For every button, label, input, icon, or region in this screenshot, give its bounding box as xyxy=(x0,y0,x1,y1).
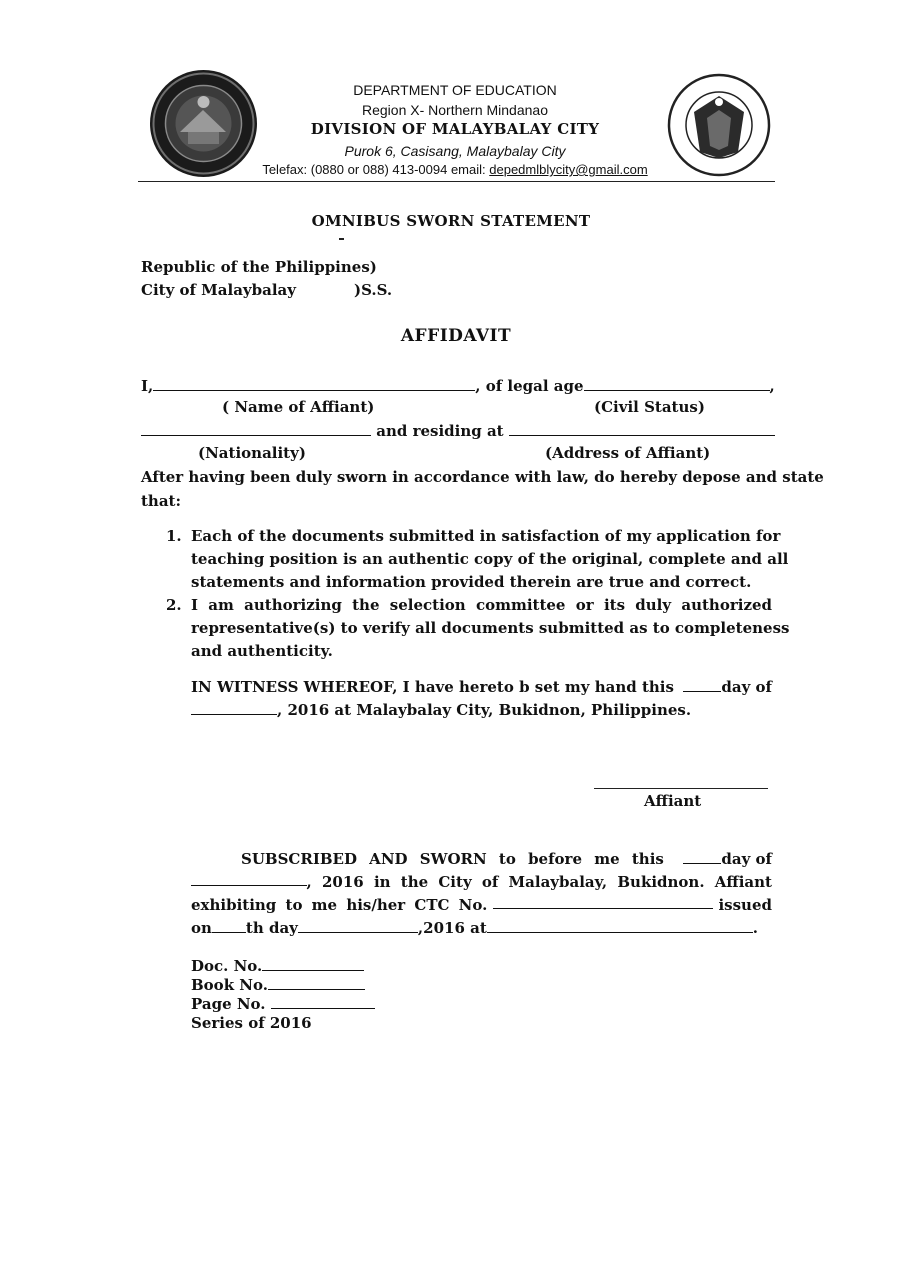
subscribed-day-of: day of xyxy=(721,850,772,868)
item-1-line-2: teaching position is an authentic copy of the original, complete and all xyxy=(191,550,789,568)
book-no-label: Book No. xyxy=(191,976,268,994)
year-at-text: ,2016 at xyxy=(417,919,487,937)
subscribed-month-field[interactable] xyxy=(191,871,307,886)
item-1-line-1: Each of the documents submitted in satisfaction of my application for xyxy=(191,527,781,545)
intro-legal-age: , of legal age xyxy=(475,377,584,395)
book-no-row xyxy=(191,975,365,995)
subscribed-line-4 xyxy=(191,917,758,940)
depose-line-2: that: xyxy=(141,492,182,510)
book-no-field[interactable] xyxy=(268,975,365,990)
subscribed-place: , 2016 in the City of Malaybalay, Bukidnon. Affiant xyxy=(306,873,772,891)
header-division: DIVISION OF MALAYBALAY CITY xyxy=(310,120,600,138)
nationality-label: (Nationality) xyxy=(198,444,306,462)
name-of-affiant-label: ( Name of Affiant) xyxy=(222,398,375,416)
header-dept: DEPARTMENT OF EDUCATION xyxy=(353,82,557,98)
document-title: OMNIBUS SWORN STATEMENT xyxy=(311,212,591,230)
issued-day-field[interactable] xyxy=(212,918,246,933)
subscribed-line-1 xyxy=(241,848,772,871)
intro-line-2 xyxy=(141,420,771,443)
witness-text: IN WITNESS WHEREOF, I have hereto b set my hand this xyxy=(191,678,674,696)
name-of-affiant-field[interactable] xyxy=(153,376,475,391)
affidavit-title: AFFIDAVIT xyxy=(400,326,512,346)
ctc-number-field[interactable] xyxy=(493,894,713,909)
witness-month-field[interactable] xyxy=(191,700,277,715)
subscribed-text: SUBSCRIBED AND SWORN to before me this xyxy=(241,850,664,868)
issued-place-field[interactable] xyxy=(487,918,753,933)
address-of-affiant-field[interactable] xyxy=(509,421,775,436)
header-divider xyxy=(138,181,775,182)
subscribed-day-field[interactable] xyxy=(683,849,721,864)
stray-mark xyxy=(339,238,344,240)
venue-city: City of Malaybalay xyxy=(141,281,296,299)
intro-residing: and residing at xyxy=(376,422,504,440)
item-2-line-3: and authenticity. xyxy=(191,642,333,660)
venue-ss: )S.S. xyxy=(354,281,393,299)
doc-no-row xyxy=(191,956,364,976)
doc-no-label: Doc. No. xyxy=(191,957,263,975)
intro-line-1 xyxy=(141,375,775,398)
page-no-row xyxy=(191,994,375,1014)
nationality-field[interactable] xyxy=(141,421,371,436)
period-text: . xyxy=(752,919,758,937)
item-1-line-3: statements and information provided therein are true and correct. xyxy=(191,573,752,591)
issued-month-field[interactable] xyxy=(298,918,418,933)
civil-status-label: (Civil Status) xyxy=(594,398,705,416)
series-label: Series of 2016 xyxy=(191,1014,312,1032)
header-telefax-line xyxy=(225,160,685,180)
witness-day-field[interactable] xyxy=(683,677,721,692)
header-email: depedmlblycity@gmail.com xyxy=(489,162,648,177)
witness-line-2 xyxy=(191,699,691,722)
witness-place: , 2016 at Malaybalay City, Bukidnon, Philippines. xyxy=(277,701,692,719)
issued-text: issued xyxy=(718,896,772,914)
witness-line-1 xyxy=(191,676,772,699)
header-address: Purok 6, Casisang, Malaybalay City xyxy=(344,143,566,159)
intro-i: I, xyxy=(141,377,154,395)
civil-status-field[interactable] xyxy=(584,376,770,391)
intro-comma: , xyxy=(769,377,775,395)
item-2-line-1: I am authorizing the selection committee or its duly authorized xyxy=(191,596,772,614)
ctc-text: exhibiting to me his/her CTC No. xyxy=(191,896,488,914)
address-of-affiant-label: (Address of Affiant) xyxy=(545,444,711,462)
page-no-label: Page No. xyxy=(191,995,271,1013)
venue-republic: Republic of the Philippines) xyxy=(141,258,377,276)
item-1-number: 1. xyxy=(166,527,182,545)
depose-line-1: After having been duly sworn in accordance with law, do hereby depose and state xyxy=(141,468,824,486)
on-text: on xyxy=(191,919,212,937)
item-2-line-2: representative(s) to verify all documents submitted as to completeness xyxy=(191,619,790,637)
page-no-field[interactable] xyxy=(271,994,375,1009)
subscribed-line-2 xyxy=(191,871,772,894)
affiant-signature-line[interactable] xyxy=(594,788,768,789)
header-region: Region X- Northern Mindanao xyxy=(362,102,548,118)
item-2-number: 2. xyxy=(166,596,182,614)
header-telefax: Telefax: (0880 or 088) 413-0094 email: xyxy=(262,162,490,177)
th-day-text: th day xyxy=(245,919,298,937)
subscribed-line-3 xyxy=(191,894,772,917)
doc-no-field[interactable] xyxy=(262,956,364,971)
witness-day-of: day of xyxy=(721,678,772,696)
affiant-label: Affiant xyxy=(644,792,702,810)
